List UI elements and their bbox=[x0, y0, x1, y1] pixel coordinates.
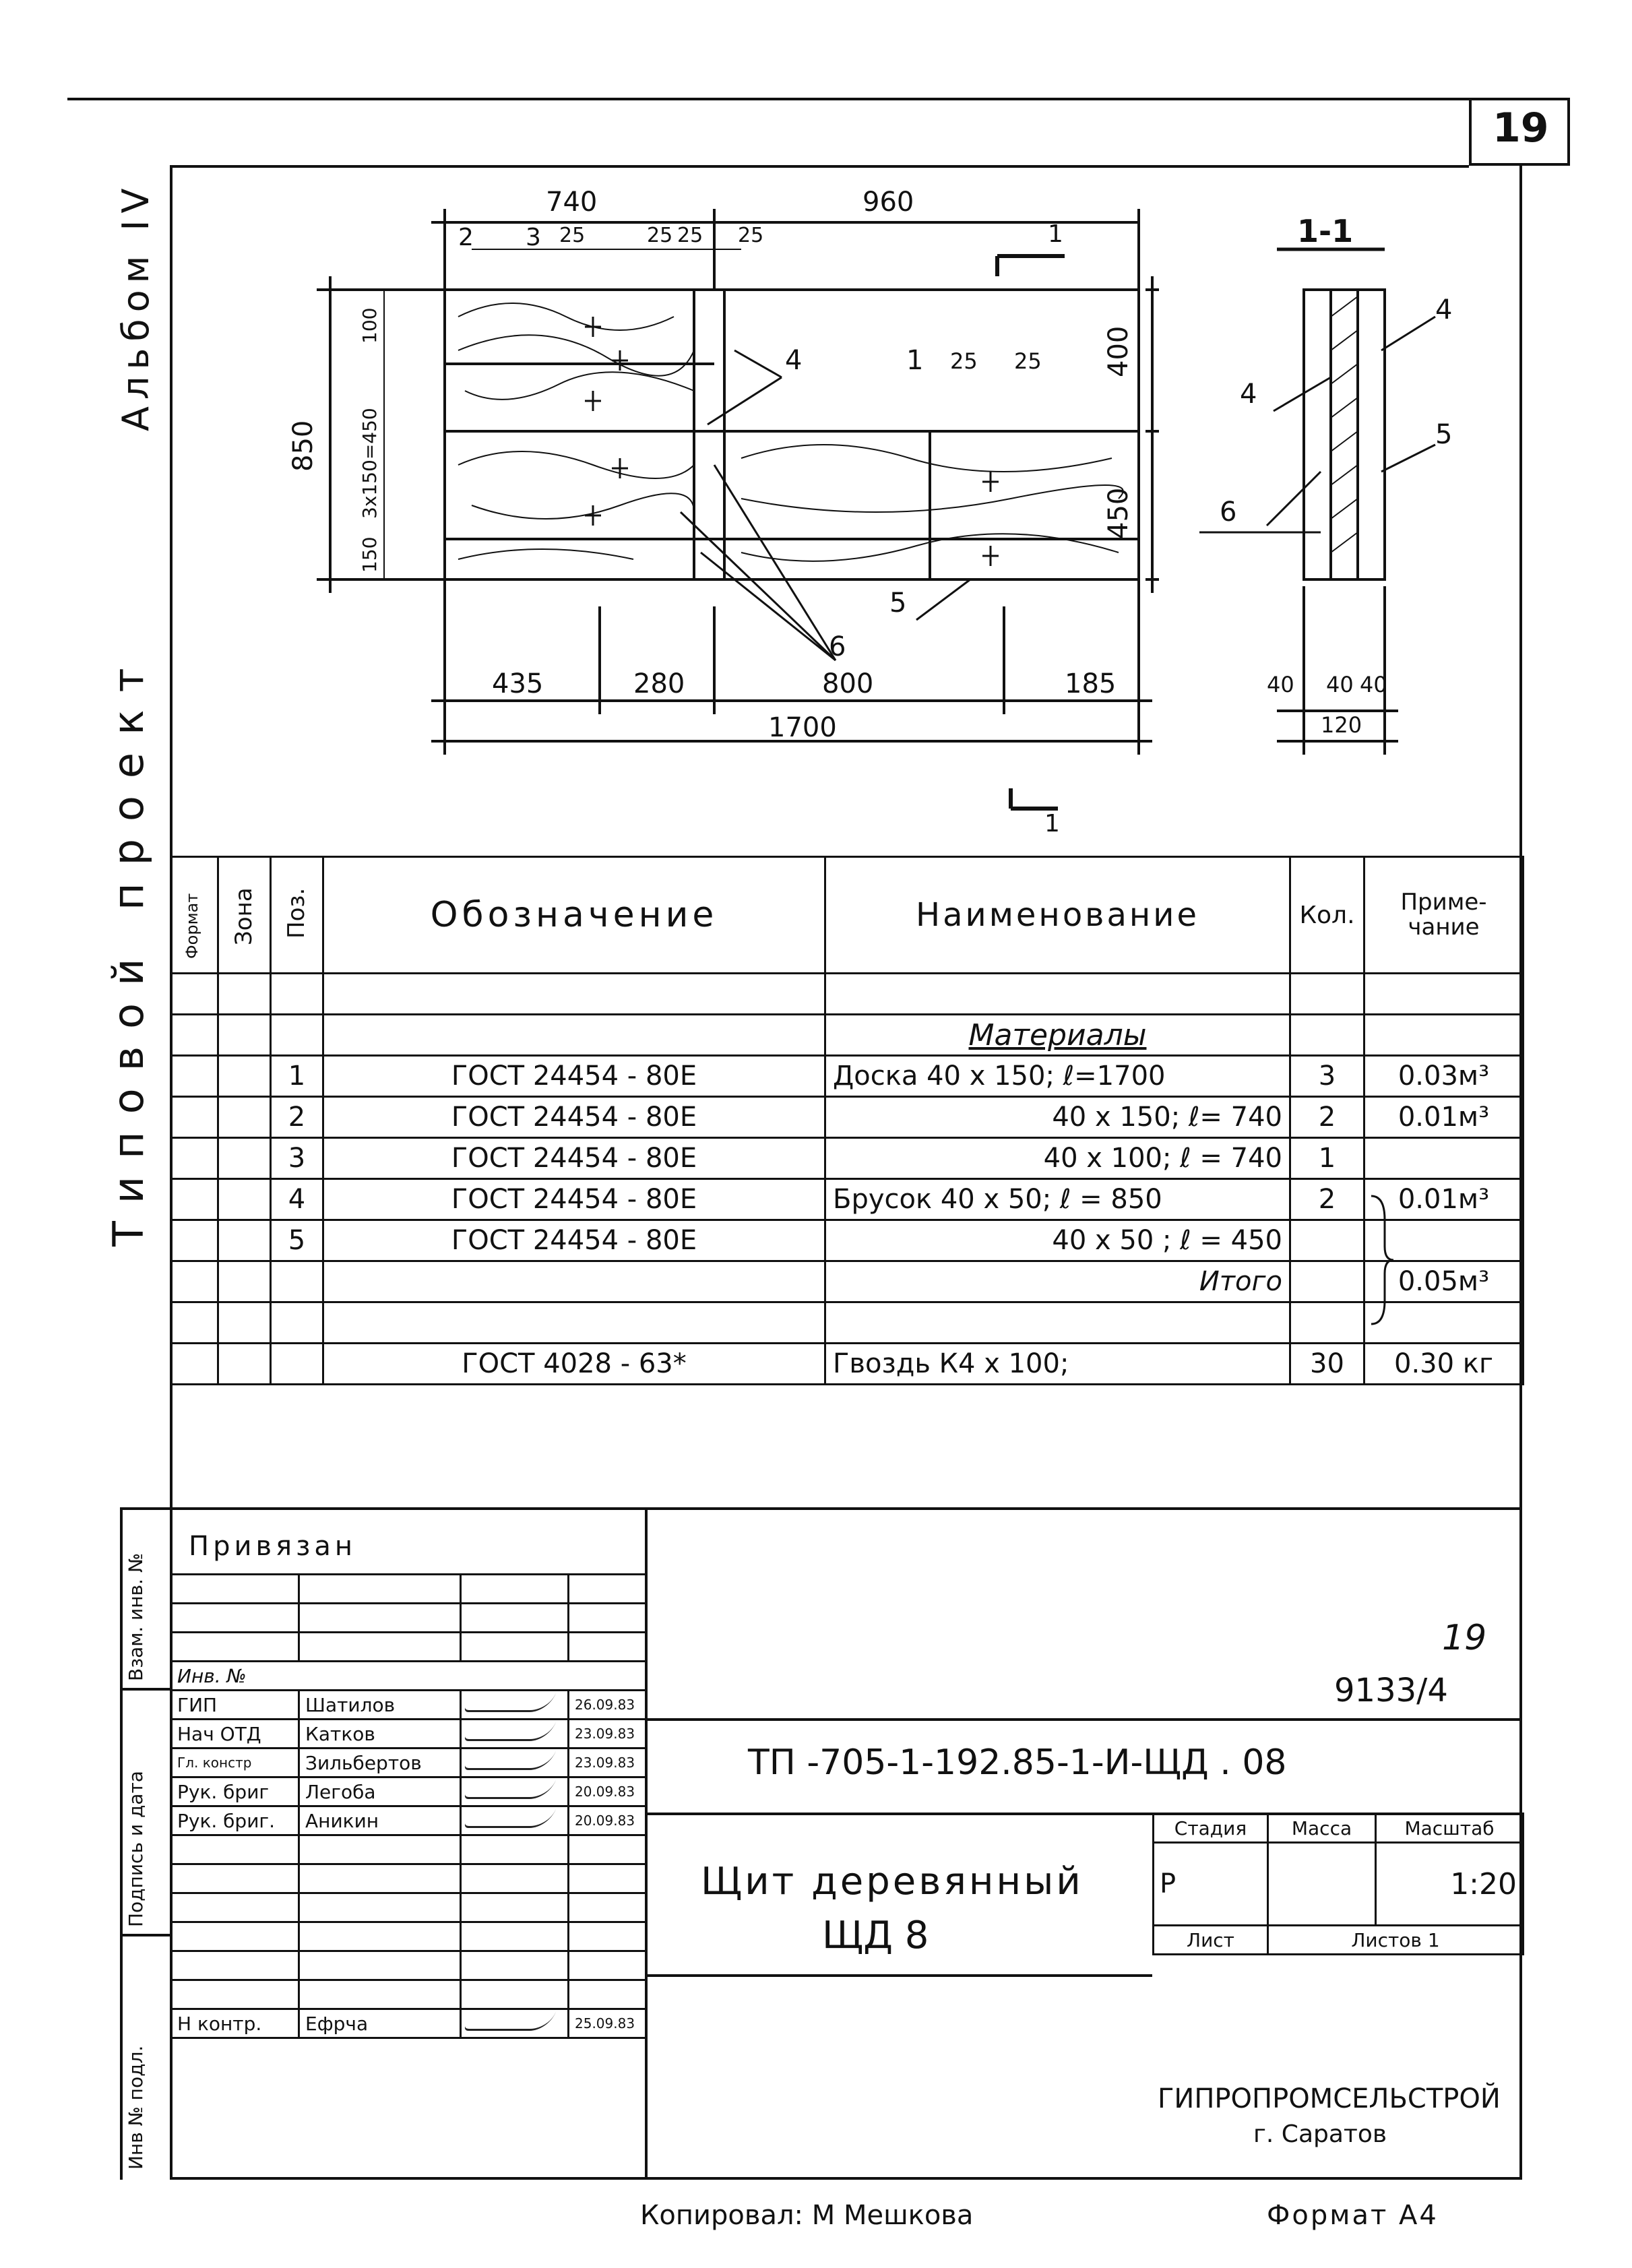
extra-qty: 30 bbox=[1290, 1344, 1364, 1385]
section-callout-4-right: 4 bbox=[1435, 294, 1453, 325]
header-name: Наименование bbox=[825, 857, 1290, 974]
role: Нач ОТД bbox=[171, 1720, 299, 1749]
section-label: 1-1 bbox=[1297, 213, 1354, 249]
dim-185: 185 bbox=[1065, 668, 1117, 699]
dim-25-e: 25 bbox=[950, 348, 978, 374]
date: 25.09.83 bbox=[569, 2009, 646, 2038]
row-name: 40 x 150; ℓ= 740 bbox=[825, 1097, 1290, 1138]
dim-150: 150 bbox=[358, 536, 381, 573]
date: 26.09.83 bbox=[569, 1691, 646, 1720]
row-note bbox=[1364, 1138, 1524, 1179]
section-mark-top: 1 bbox=[1048, 220, 1063, 248]
date: 23.09.83 bbox=[569, 1720, 646, 1749]
vzam-label: Взам. инв. № bbox=[125, 1552, 147, 1681]
podpis-label: Подпись и дата bbox=[125, 1771, 147, 1927]
callout-4: 4 bbox=[785, 345, 803, 376]
header-zone: Зона bbox=[230, 887, 257, 945]
row-qty: 3 bbox=[1290, 1056, 1364, 1097]
row-pos: 3 bbox=[271, 1138, 323, 1179]
dim-740: 740 bbox=[546, 187, 598, 218]
row-pos: 4 bbox=[271, 1179, 323, 1220]
margin-strip-top bbox=[120, 1507, 172, 1510]
spec-header-row bbox=[171, 857, 1524, 974]
row-name: Доска 40 x 150; ℓ=1700 bbox=[825, 1056, 1290, 1097]
date: 20.09.83 bbox=[569, 1806, 646, 1835]
dim-25-d: 25 bbox=[738, 224, 764, 247]
header-pos: Поз. bbox=[283, 887, 310, 939]
row-designation: ГОСТ 24454 - 80Е bbox=[323, 1097, 825, 1138]
table-row bbox=[171, 2009, 646, 2038]
header-note: Приме- чание bbox=[1364, 857, 1524, 974]
callout-6: 6 bbox=[829, 631, 846, 662]
row-pos: 1 bbox=[271, 1056, 323, 1097]
row-note: 0.01м³ bbox=[1364, 1179, 1524, 1220]
mass-label: Масса bbox=[1268, 1814, 1376, 1843]
table-row bbox=[171, 1179, 1524, 1220]
date: 20.09.83 bbox=[569, 1777, 646, 1806]
margin-strip-div1 bbox=[120, 1688, 172, 1691]
header-format: Формат bbox=[183, 893, 201, 959]
table-row bbox=[171, 1806, 646, 1835]
dim-25-c: 25 bbox=[677, 224, 703, 247]
person: Катков bbox=[299, 1720, 461, 1749]
total-label: Итого bbox=[825, 1261, 1290, 1302]
person: Ефрча bbox=[299, 2009, 461, 2038]
row-qty: 1 bbox=[1290, 1138, 1364, 1179]
format-label: Формат А4 bbox=[1267, 2200, 1439, 2231]
header-designation: Обозначение bbox=[323, 857, 825, 974]
drawing-title-line1: Щит деревянный bbox=[701, 1860, 1084, 1903]
header-format-cell bbox=[171, 857, 218, 974]
callout-1: 1 bbox=[906, 345, 924, 376]
signature bbox=[461, 1691, 569, 1720]
row-designation: ГОСТ 24454 - 80Е bbox=[323, 1138, 825, 1179]
signature bbox=[461, 1806, 569, 1835]
row-designation: ГОСТ 24454 - 80Е bbox=[323, 1179, 825, 1220]
table-row bbox=[171, 1344, 1524, 1385]
row-name: 40 x 100; ℓ = 740 bbox=[825, 1138, 1290, 1179]
row-pos: 5 bbox=[271, 1220, 323, 1261]
scale-value: 1:20 bbox=[1376, 1843, 1524, 1926]
row-qty: 2 bbox=[1290, 1097, 1364, 1138]
title-block-divider bbox=[645, 1507, 648, 2180]
row-designation: ГОСТ 24454 - 80Е bbox=[323, 1056, 825, 1097]
drawing-title-line2: ЩД 8 bbox=[822, 1914, 929, 1957]
page-number: 19 bbox=[1493, 104, 1549, 152]
table-row bbox=[171, 1720, 646, 1749]
role: Гл. констр bbox=[171, 1749, 299, 1777]
org-name: ГИПРОПРОМСЕЛЬСТРОЙ bbox=[1158, 2083, 1501, 2114]
inv-podl-label: Инв № подл. bbox=[125, 2045, 147, 2170]
margin-strip-left bbox=[120, 1507, 123, 2180]
section-mark-bottom: 1 bbox=[1044, 810, 1060, 838]
panel-outline bbox=[445, 290, 1139, 579]
inv-label: Инв. № bbox=[171, 1662, 646, 1691]
row-qty: 2 bbox=[1290, 1179, 1364, 1220]
row-designation: ГОСТ 24454 - 80Е bbox=[323, 1220, 825, 1261]
row-note: 0.03м³ bbox=[1364, 1056, 1524, 1097]
section-callout-6: 6 bbox=[1220, 497, 1237, 528]
role: Рук. бриг. bbox=[171, 1806, 299, 1835]
callout-2: 2 bbox=[458, 224, 474, 251]
scale-label: Масштаб bbox=[1376, 1814, 1524, 1843]
spec-total-row bbox=[171, 1261, 1524, 1302]
dim-280: 280 bbox=[633, 668, 685, 699]
table-row bbox=[171, 1691, 646, 1720]
dim-450: 450 bbox=[1103, 487, 1134, 539]
row-note: 0.01м³ bbox=[1364, 1097, 1524, 1138]
role: Н контр. bbox=[171, 2009, 299, 2038]
dim-25-f: 25 bbox=[1014, 348, 1042, 374]
section-dim-40-b: 40 bbox=[1326, 672, 1354, 697]
extra-name: Гвоздь К4 x 100; bbox=[825, 1344, 1290, 1385]
row-name: Брусок 40 x 50; ℓ = 850 bbox=[825, 1179, 1290, 1220]
dim-25-b: 25 bbox=[647, 224, 673, 247]
table-row bbox=[171, 1749, 646, 1777]
dim-1700: 1700 bbox=[768, 712, 837, 743]
approval-table bbox=[170, 1573, 647, 2039]
signature bbox=[461, 1777, 569, 1806]
extra-designation: ГОСТ 4028 - 63* bbox=[323, 1344, 825, 1385]
title-block-top bbox=[170, 1507, 1522, 1510]
dim-850: 850 bbox=[288, 420, 319, 472]
mass-value bbox=[1268, 1843, 1376, 1926]
person: Аникин bbox=[299, 1806, 461, 1835]
header-zone-cell bbox=[218, 857, 271, 974]
row-pos: 2 bbox=[271, 1097, 323, 1138]
spec-section-row bbox=[171, 1015, 1524, 1056]
header-qty: Кол. bbox=[1290, 857, 1364, 974]
project-label: Типовой проект bbox=[104, 650, 153, 1247]
row-name: 40 x 50 ; ℓ = 450 bbox=[825, 1220, 1290, 1261]
role: Рук. бриг bbox=[171, 1777, 299, 1806]
person: Зильбертов bbox=[299, 1749, 461, 1777]
signature bbox=[461, 2009, 569, 2038]
callout-3: 3 bbox=[526, 224, 541, 251]
callout-5: 5 bbox=[889, 588, 907, 619]
privyazan-label: Привязан bbox=[189, 1531, 357, 1562]
extra-note: 0.30 кг bbox=[1364, 1344, 1524, 1385]
section-dim-40-a: 40 bbox=[1267, 672, 1294, 697]
dim-400: 400 bbox=[1103, 325, 1134, 377]
sheet-ref: 9133/4 bbox=[1334, 1672, 1448, 1709]
section-materials: Материалы bbox=[825, 1015, 1290, 1056]
org-city: г. Саратов bbox=[1253, 2120, 1387, 2148]
table-row bbox=[171, 1220, 1524, 1261]
doc-code-top-line bbox=[645, 1718, 1521, 1721]
section-callout-5: 5 bbox=[1435, 419, 1453, 450]
stage-value: Р bbox=[1154, 1843, 1268, 1926]
table-row bbox=[171, 1138, 1524, 1179]
stage-table bbox=[1152, 1813, 1524, 1955]
spec-empty-row bbox=[171, 974, 1524, 1015]
spec-empty-row bbox=[171, 1302, 1524, 1344]
stage-label: Стадия bbox=[1154, 1814, 1268, 1843]
specification-table bbox=[170, 856, 1524, 1385]
total-value: 0.05м³ bbox=[1364, 1261, 1524, 1302]
dim-435: 435 bbox=[492, 668, 544, 699]
dim-800: 800 bbox=[822, 668, 874, 699]
album-label: Альбом IV bbox=[115, 181, 157, 431]
signature bbox=[461, 1749, 569, 1777]
role: ГИП bbox=[171, 1691, 299, 1720]
bracket-rows-3-5 bbox=[1368, 1193, 1395, 1327]
row-qty bbox=[1290, 1220, 1364, 1261]
dim-3x150: 3x150=450 bbox=[358, 408, 381, 519]
margin-strip-div2 bbox=[120, 1934, 172, 1936]
dim-100: 100 bbox=[358, 307, 381, 344]
frame-bottom bbox=[170, 2177, 1522, 2180]
table-row bbox=[171, 1777, 646, 1806]
sheet-ref-top: 19 bbox=[1442, 1618, 1487, 1658]
header-pos-cell bbox=[271, 857, 323, 974]
sheets-label: Листов 1 bbox=[1268, 1926, 1524, 1955]
doc-code: ТП -705-1-192.85-1-И-ЩД . 08 bbox=[748, 1742, 1287, 1783]
sheet-label: Лист bbox=[1154, 1926, 1268, 1955]
person: Легоба bbox=[299, 1777, 461, 1806]
date: 23.09.83 bbox=[569, 1749, 646, 1777]
dim-25-a: 25 bbox=[559, 224, 586, 247]
table-row bbox=[171, 1097, 1524, 1138]
copied-by: Копировал: М Мешкова bbox=[640, 2200, 974, 2231]
section-dim-120: 120 bbox=[1321, 712, 1362, 738]
dim-960: 960 bbox=[862, 187, 914, 218]
signature bbox=[461, 1720, 569, 1749]
section-dim-40-c: 40 bbox=[1360, 672, 1387, 697]
org-line bbox=[645, 1974, 1152, 1977]
person: Шатилов bbox=[299, 1691, 461, 1720]
section-callout-4-left: 4 bbox=[1240, 379, 1257, 410]
table-row bbox=[171, 1056, 1524, 1097]
section-outline bbox=[1304, 290, 1385, 579]
